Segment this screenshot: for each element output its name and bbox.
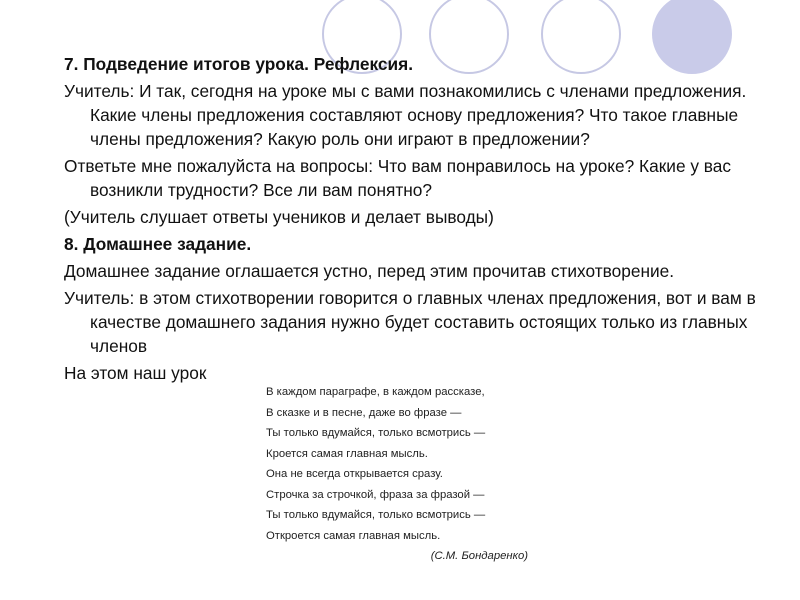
lesson-end-paragraph: На этом наш урок: [64, 363, 207, 383]
section-heading-homework: 8. Домашнее задание.: [64, 234, 252, 254]
questions-paragraph: Ответьте мне пожалуйста на вопросы: Что вам понравилось на уроке? Какие у вас возникли трудности? Все ли вам понятно?: [64, 156, 732, 200]
poem-line: Ты только вдумайся, только всмотрись —: [266, 509, 486, 521]
section-heading-reflection: 7. Подведение итогов урока. Рефлексия.: [64, 54, 414, 74]
poem-line: Ты только вдумайся, только всмотрись —: [266, 427, 486, 439]
poem-image: [248, 374, 540, 577]
poem-author: (С.М. Бондаренко): [430, 550, 528, 562]
slide-body: [64, 52, 769, 388]
poem-line: Строчка за строчкой, фраза за фразой —: [266, 488, 485, 501]
teacher-conclusion-paragraph: (Учитель слушает ответы учеников и делает выводы): [64, 207, 494, 227]
homework-intro-paragraph: Домашнее задание оглашается устно, перед этим прочитав стихотворение.: [64, 261, 675, 281]
poem-line: Она не всегда открывается сразу.: [266, 468, 443, 480]
teacher-summary-paragraph: Учитель: И так, сегодня на уроке мы с вами познакомились с членами предложения. Какие члены предложения составляют основу предложения? Что такое главные члены предложения? Какую роль они играют в предложении?: [64, 81, 747, 149]
poem-line: Откроется самая главная мысль.: [266, 529, 441, 542]
homework-task-paragraph: Учитель: в этом стихотворении говорится о главных членах предложения, вот и вам в качестве домашнего задания нужно будет составить остоящих только из главных членов: [64, 288, 756, 356]
poem-line: В каждом параграфе, в каждом рассказе,: [266, 386, 485, 398]
poem-line: В сказке и в песне, даже во фразе —: [266, 406, 462, 419]
poem-line: Кроется самая главная мысль.: [266, 447, 428, 460]
